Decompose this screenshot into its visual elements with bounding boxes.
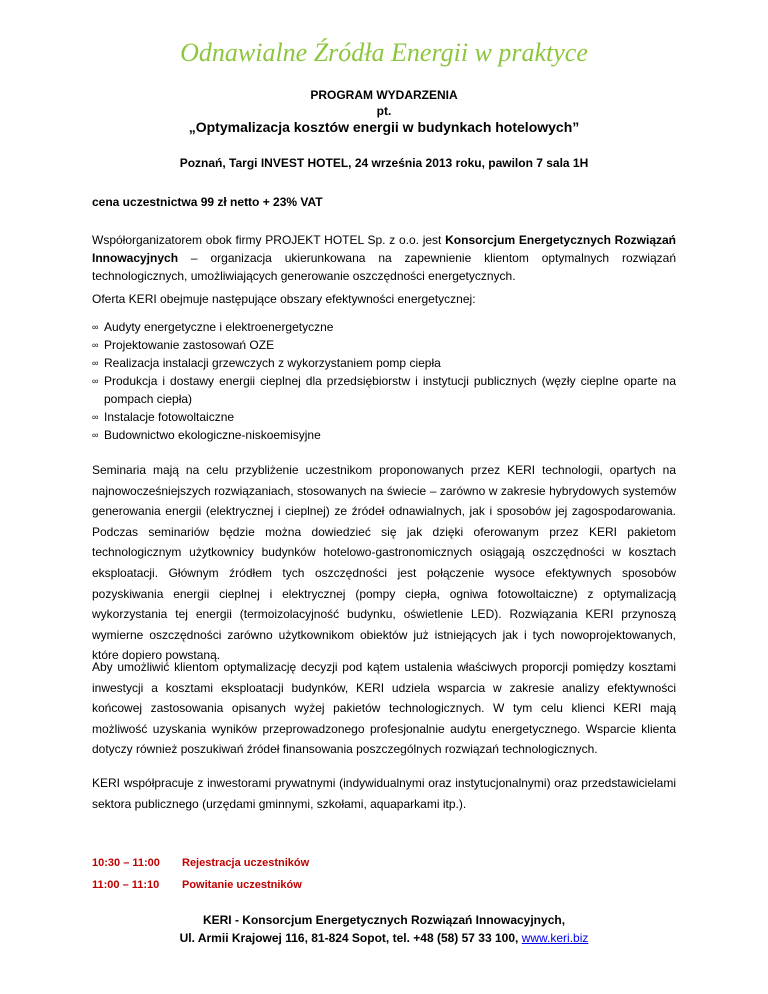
program-label: PROGRAM WYDARZENIA (310, 88, 458, 102)
intro-text-2: – organizacja ukierunkowana na zapewnienie klientom optymalnych rozwiązań technologicznych, umożliwiających generowanie oszczędności energetycznych. (92, 251, 676, 283)
list-item: ∞ Realizacja instalacji grzewczych z wykorzystaniem pomp ciepła (92, 356, 441, 370)
intro-text-1: Współorganizatorem obok firmy PROJEKT HOTEL Sp. z o.o. jest (92, 233, 446, 247)
cooperation-paragraph: KERI współpracuje z inwestorami prywatnymi (indywidualnymi oraz instytucjonalnymi) oraz przedstawicielami sektora publicznego (urzędami gminnymi, szkołami, aquaparkami itp.). (92, 776, 676, 811)
list-item: ∞ Instalacje fotowoltaiczne (92, 410, 235, 424)
schedule-label: Rejestracja uczestników (182, 857, 310, 869)
footer-line-1: KERI - Konsorcjum Energetycznych Rozwiązań Innowacyjnych, (202, 913, 566, 927)
schedule-row (92, 852, 309, 874)
bullet-icon: ∞ (92, 340, 99, 350)
footer-line-2: Ul. Armii Krajowej 116, 81-824 Sopot, tel. +48 (58) 57 33 100, www.keri.biz (179, 931, 589, 945)
offer-lead: Oferta KERI obejmuje następujące obszary efektywności energetycznej: (92, 292, 476, 306)
footer (0, 911, 768, 947)
schedule (92, 852, 309, 896)
bullet-icon: ∞ (92, 412, 99, 422)
intro-paragraph (92, 231, 676, 285)
list-item: ∞ Budownictwo ekologiczne-niskoemisyjne (92, 428, 321, 442)
schedule-time: 10:30 – 11:00 (92, 857, 160, 869)
optimization-paragraph: Aby umożliwić klientom optymalizację decyzji pod kątem ustalenia właściwych proporcji pomiędzy kosztami inwestycji a kosztami eksploatacji budynków, KERI udziela wsparcia w zakresie analizy efektywności końcowej zastosowania opisanych wyżej pakietów technologicznych. W tym celu klienci KERI mają możliwość uzyskania wyników przeprowadzonego profesjonalnie audytu energetycznego. Wsparcie klienta dotyczy również poszukiwań źródeł finansowania poszczególnych rozwiązań technologicznych. (92, 660, 676, 757)
bullet-icon: ∞ (92, 322, 99, 332)
website-link[interactable]: www.keri.biz (521, 931, 589, 945)
bullet-icon: ∞ (92, 376, 99, 386)
schedule-label: Powitanie uczestników (182, 879, 302, 891)
event-place-date: Poznań, Targi INVEST HOTEL, 24 września 2013 roku, pawilon 7 sala 1H (179, 156, 589, 170)
bullet-icon: ∞ (92, 430, 99, 440)
seminars-paragraph: Seminaria mają na celu przybliżenie uczestnikom proponowanych przez KERI technologii, opartych na najnowocześniejszych rozwiązaniach, stosowanych na świecie – zarówno w zakresie hybrydowych systemów generowania energii (elektrycznej i cieplnej) ze źródeł odnawialnych, jak i sposobów jej zagospodarowania. Podczas seminariów będzie można dowiedzieć się jak dzięki oferowanym przez KERI pakietom technologicznym użytkownicy budynków hotelowo-gastronomicznych osiągają oszczędności w kosztach eksploatacji. Głównym źródłem tych oszczędności jest połączenie wysoce efektywnych sposobów pozyskiwania energii cieplnej i elektrycznej (pompy ciepła, ogniwa fotowoltaiczne) z optymalizacją wykorzystania tej energii (termoizolacyjność budynku, oświetlenie LED). Rozwiązania KERI przynoszą wymierne oszczędności zarówno użytkownikom obiektów już istniejących jak i tych nowoprojektowanych, które dopiero powstaną. (92, 463, 676, 663)
list-item: ∞ Projektowanie zastosowań OZE (92, 338, 275, 352)
event-name: „Optymalizacja kosztów energii w budynkach hotelowych” (188, 119, 580, 135)
pt-label: pt. (376, 104, 392, 118)
price-line: cena uczestnictwa 99 zł netto + 23% VAT (92, 195, 323, 209)
offer-list (92, 318, 676, 444)
schedule-row (92, 874, 309, 896)
intro-bold: Konsorcjum Energetycznych Rozwiązań Innowacyjnych (92, 233, 676, 265)
list-item: ∞ Produkcja i dostawy energii cieplnej dla przedsiębiorstw i instytucji publicznych (węzły cieplne oparte na pompach ciepła) (92, 374, 676, 406)
schedule-time: 11:00 – 11:10 (92, 879, 160, 891)
bullet-icon: ∞ (92, 358, 99, 368)
list-item: ∞ Audyty energetyczne i elektroenergetyczne (92, 320, 334, 334)
document-title: Odnawialne Źródła Energii w praktyce (180, 38, 588, 67)
